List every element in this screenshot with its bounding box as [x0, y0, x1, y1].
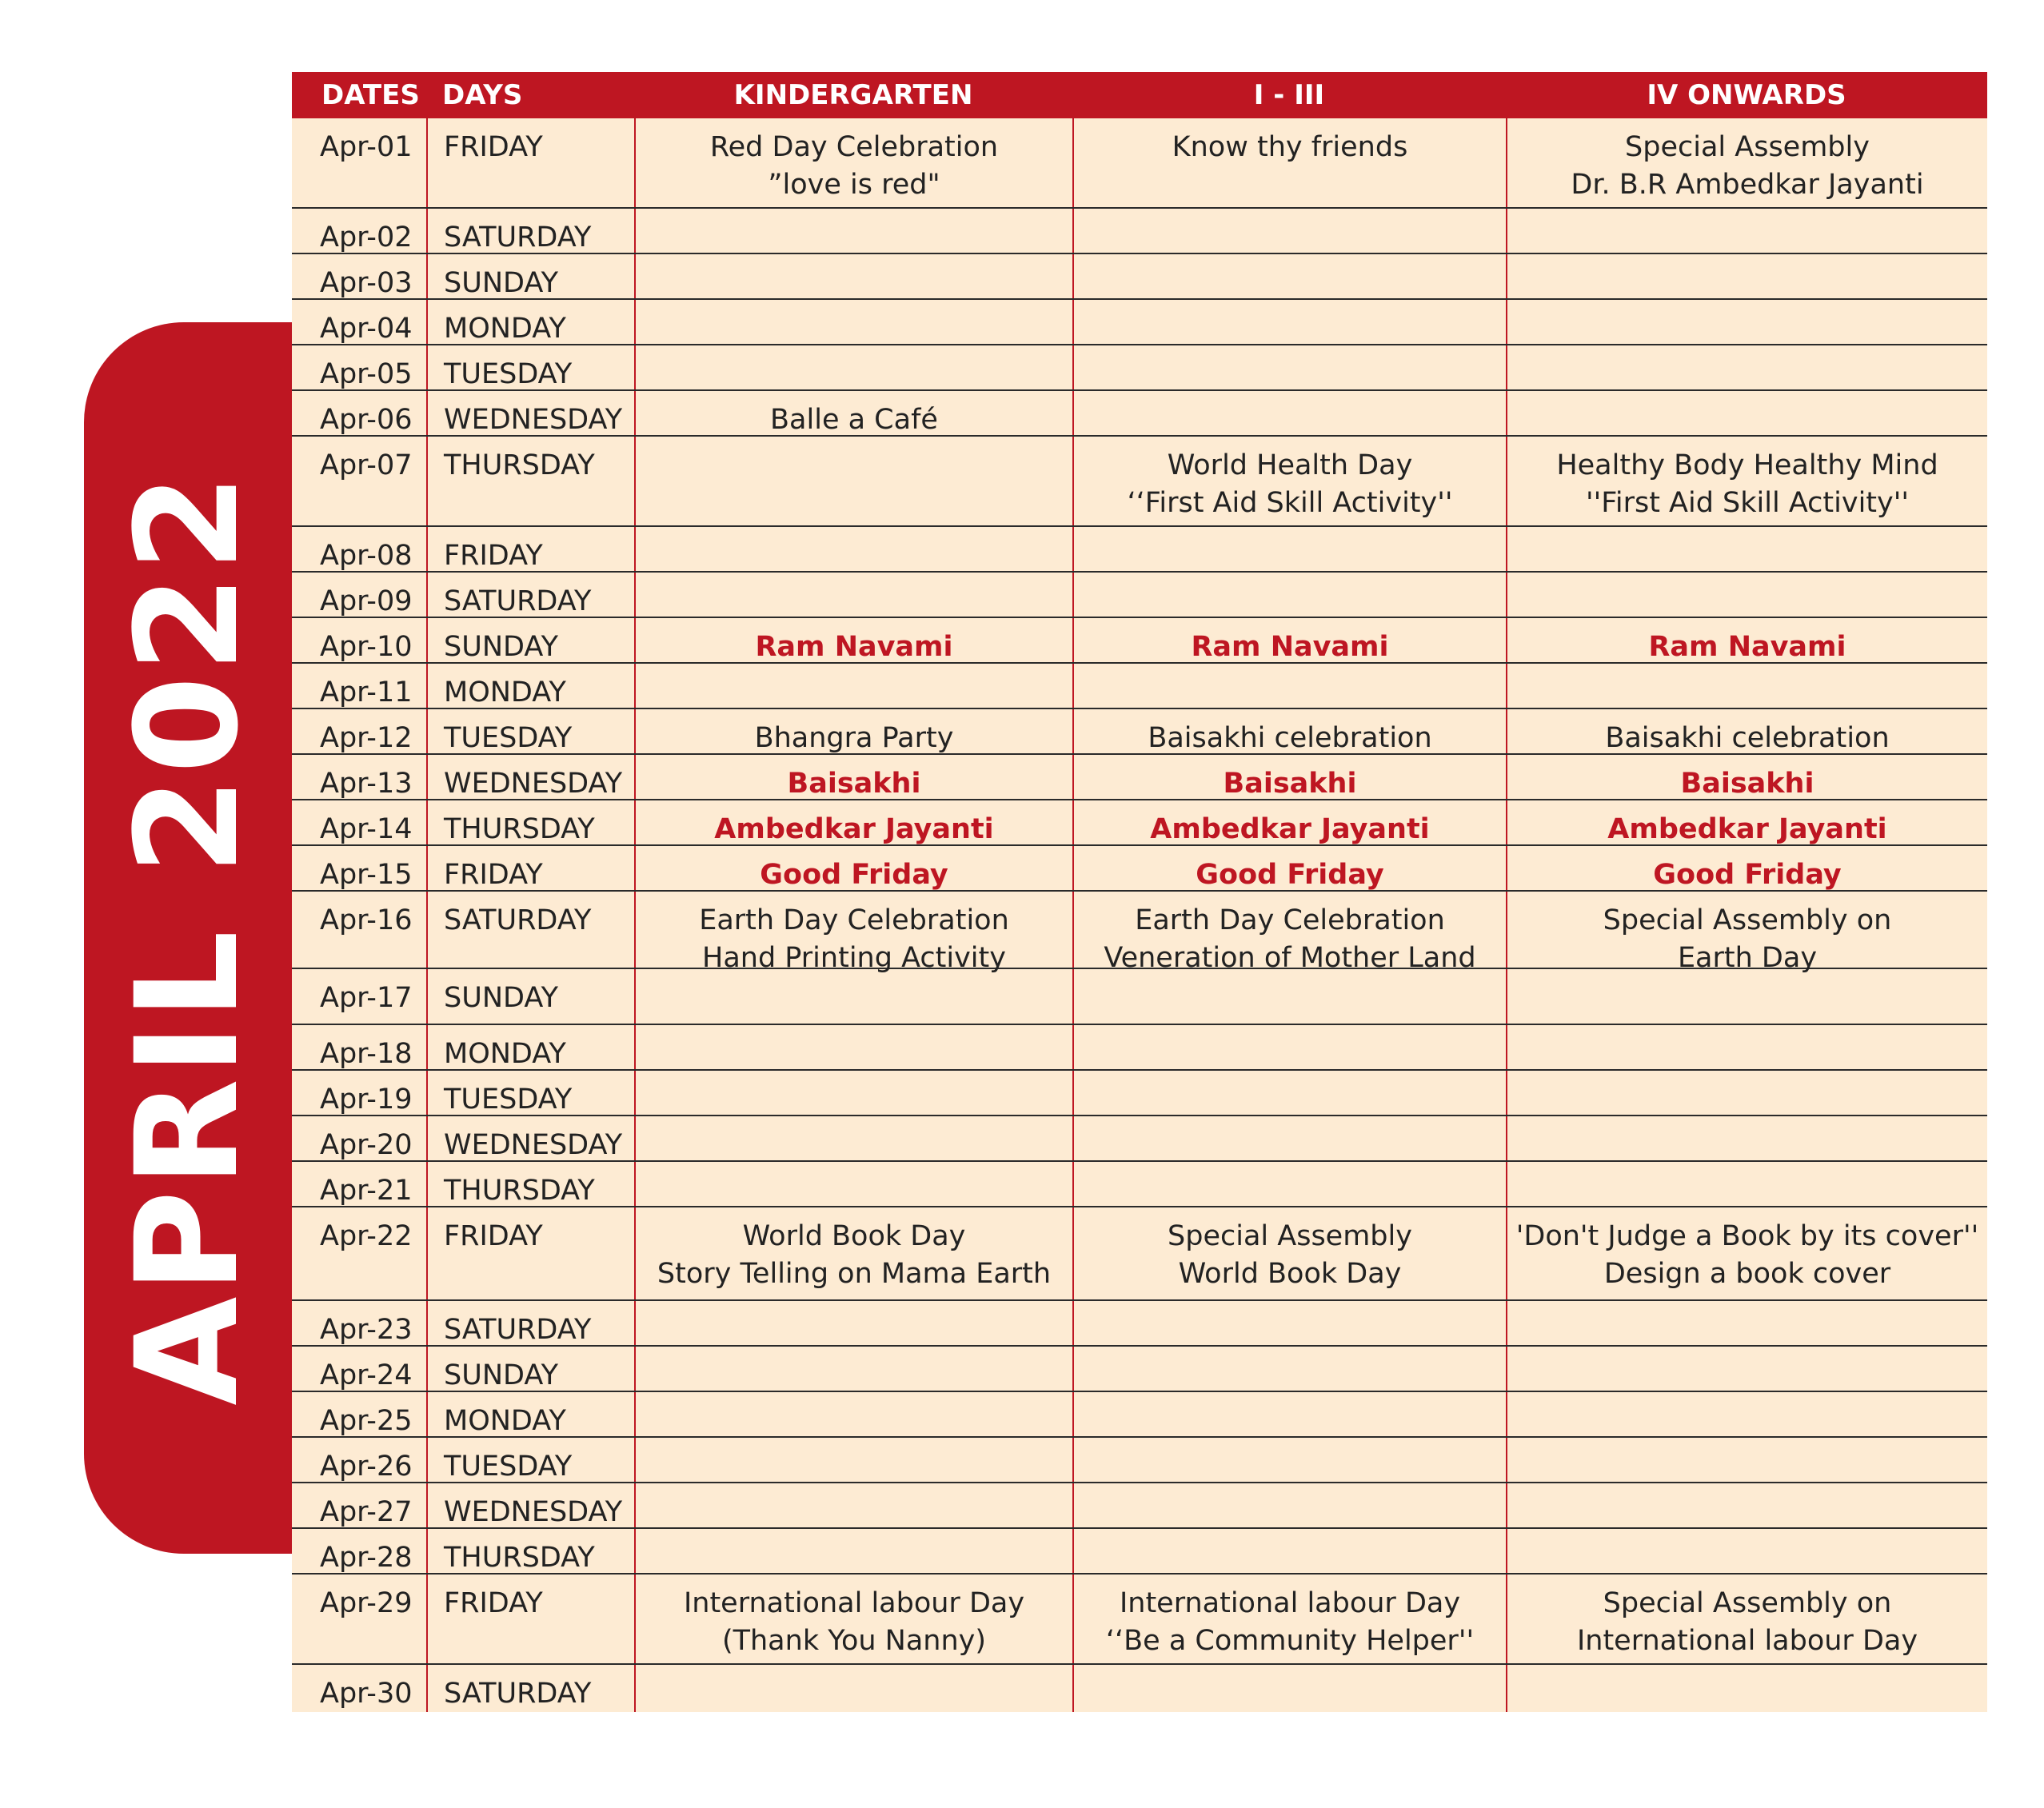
i-iii-cell	[1072, 345, 1506, 389]
activity-text: Bhangra Party	[754, 722, 954, 754]
day-cell: MONDAY	[426, 300, 634, 344]
table-row	[292, 254, 1987, 300]
iv-onwards-cell	[1506, 209, 1987, 253]
date-cell: Apr-13	[320, 768, 413, 800]
activity-text: ‘‘First Aid Skill Activity''	[1127, 487, 1453, 519]
table-row	[292, 1665, 1987, 1712]
holiday-label: Baisakhi	[787, 768, 921, 800]
activity-text: ‘‘Be a Community Helper''	[1105, 1625, 1475, 1657]
iv-onwards-cell	[1506, 437, 1987, 525]
activity-text: Red Day Celebration	[709, 131, 999, 163]
kindergarten-cell	[634, 1665, 1072, 1712]
day-cell: FRIDAY	[426, 1575, 634, 1663]
table-row	[292, 755, 1987, 800]
date-cell: Apr-21	[320, 1175, 413, 1207]
iv-onwards-cell	[1506, 1575, 1987, 1663]
iv-onwards-cell	[1506, 391, 1987, 435]
table-row	[292, 1347, 1987, 1392]
table-body	[292, 118, 1987, 1712]
table-row	[292, 1025, 1987, 1071]
date-cell: Apr-03	[320, 267, 413, 299]
holiday-label: Ambedkar Jayanti	[1607, 813, 1887, 845]
kindergarten-cell	[634, 573, 1072, 617]
kindergarten-cell	[634, 1347, 1072, 1391]
table-row	[292, 1207, 1987, 1301]
activity-text: Know thy friends	[1172, 131, 1408, 163]
i-iii-cell	[1072, 527, 1506, 571]
activity-text: Veneration of Mother Land	[1104, 942, 1476, 974]
iv-onwards-cell	[1506, 892, 1987, 974]
holiday-label: Good Friday	[1653, 859, 1842, 891]
kindergarten-cell	[634, 1301, 1072, 1345]
holiday-label: Baisakhi	[1223, 768, 1357, 800]
header-i-iii: I - III	[1253, 79, 1325, 111]
day-cell: THURSDAY	[426, 800, 634, 844]
iv-onwards-cell	[1506, 755, 1987, 799]
activity-text: World Book Day	[742, 1220, 966, 1252]
i-iii-cell	[1072, 800, 1506, 844]
kindergarten-cell	[634, 1575, 1072, 1663]
kindergarten-cell	[634, 800, 1072, 844]
kindergarten-cell	[634, 846, 1072, 890]
kindergarten-cell	[634, 664, 1072, 708]
day-cell: SATURDAY	[426, 209, 634, 253]
date-cell: Apr-10	[320, 631, 413, 663]
activity-text: Design a book cover	[1603, 1258, 1891, 1290]
header-kindergarten: KINDERGARTEN	[733, 79, 973, 111]
date-cell: Apr-04	[320, 313, 413, 345]
activity-text: Story Telling on Mama Earth	[657, 1258, 1052, 1290]
i-iii-cell	[1072, 1116, 1506, 1160]
header-iv-onwards: IV ONWARDS	[1647, 79, 1846, 111]
i-iii-cell	[1072, 1025, 1506, 1069]
i-iii-cell	[1072, 664, 1506, 708]
i-iii-cell	[1072, 1207, 1506, 1299]
table-row	[292, 618, 1987, 664]
kindergarten-cell	[634, 118, 1072, 207]
day-cell: WEDNESDAY	[426, 1483, 634, 1527]
day-cell: WEDNESDAY	[426, 391, 634, 435]
activity-text: Earth Day Celebration	[1135, 904, 1445, 936]
i-iii-cell	[1072, 391, 1506, 435]
kindergarten-cell	[634, 1071, 1072, 1115]
table-row	[292, 892, 1987, 974]
table-row	[292, 573, 1987, 618]
activity-text: ”love is red"	[768, 169, 940, 201]
date-cell: Apr-07	[320, 449, 413, 481]
date-cell: Apr-19	[320, 1084, 413, 1116]
table-row	[292, 1575, 1987, 1665]
kindergarten-cell	[634, 527, 1072, 571]
activity-text: Special Assembly on	[1603, 1587, 1892, 1619]
date-cell: Apr-24	[320, 1359, 413, 1391]
iv-onwards-cell	[1506, 1438, 1987, 1482]
activity-text: Baisakhi celebration	[1148, 722, 1432, 754]
kindergarten-cell	[634, 345, 1072, 389]
date-cell: Apr-25	[320, 1405, 413, 1437]
kindergarten-cell	[634, 892, 1072, 974]
iv-onwards-cell	[1506, 573, 1987, 617]
iv-onwards-cell	[1506, 846, 1987, 890]
date-cell: Apr-05	[320, 358, 413, 390]
activity-text: 'Don't Judge a Book by its cover''	[1515, 1220, 1979, 1252]
iv-onwards-cell	[1506, 1301, 1987, 1345]
iv-onwards-cell	[1506, 1071, 1987, 1115]
date-cell: Apr-15	[320, 859, 413, 891]
i-iii-cell	[1072, 118, 1506, 207]
day-cell: SUNDAY	[426, 969, 634, 1024]
kindergarten-cell	[634, 391, 1072, 435]
day-cell: SUNDAY	[426, 1347, 634, 1391]
activity-text: Special Assembly	[1168, 1220, 1412, 1252]
iv-onwards-cell	[1506, 1116, 1987, 1160]
table-row	[292, 1162, 1987, 1207]
activity-text: Dr. B.R Ambedkar Jayanti	[1571, 169, 1924, 201]
holiday-label: Ram Navami	[755, 631, 953, 663]
date-cell: Apr-02	[320, 222, 413, 253]
table-row	[292, 118, 1987, 209]
i-iii-cell	[1072, 209, 1506, 253]
activity-text: International labour Day	[1576, 1625, 1918, 1657]
table-row	[292, 1392, 1987, 1438]
kindergarten-cell	[634, 1392, 1072, 1436]
date-cell: Apr-11	[320, 677, 413, 708]
date-cell: Apr-29	[320, 1587, 413, 1619]
table-row	[292, 1483, 1987, 1529]
table-row	[292, 846, 1987, 892]
i-iii-cell	[1072, 1071, 1506, 1115]
table-row	[292, 527, 1987, 573]
kindergarten-cell	[634, 209, 1072, 253]
i-iii-cell	[1072, 300, 1506, 344]
iv-onwards-cell	[1506, 709, 1987, 753]
table-row	[292, 300, 1987, 345]
iv-onwards-cell	[1506, 618, 1987, 662]
i-iii-cell	[1072, 1162, 1506, 1206]
activity-text: Balle a Café	[770, 404, 938, 436]
date-cell: Apr-23	[320, 1314, 413, 1346]
date-cell: Apr-01	[320, 131, 413, 163]
iv-onwards-cell	[1506, 1025, 1987, 1069]
iv-onwards-cell	[1506, 1665, 1987, 1712]
kindergarten-cell	[634, 1483, 1072, 1527]
day-cell: TUESDAY	[426, 1438, 634, 1482]
i-iii-cell	[1072, 892, 1506, 974]
table-row	[292, 709, 1987, 755]
kindergarten-cell	[634, 1162, 1072, 1206]
iv-onwards-cell	[1506, 969, 1987, 1024]
table-row	[292, 209, 1987, 254]
iv-onwards-cell	[1506, 664, 1987, 708]
activity-text: Special Assembly	[1625, 131, 1870, 163]
date-cell: Apr-20	[320, 1129, 413, 1161]
activity-text: (Thank You Nanny)	[721, 1625, 987, 1657]
iv-onwards-cell	[1506, 1347, 1987, 1391]
iv-onwards-cell	[1506, 1529, 1987, 1573]
i-iii-cell	[1072, 709, 1506, 753]
holiday-label: Ambedkar Jayanti	[714, 813, 994, 845]
activity-text: International labour Day	[1119, 1587, 1461, 1619]
kindergarten-cell	[634, 1025, 1072, 1069]
date-cell: Apr-18	[320, 1038, 413, 1070]
activity-text: Healthy Body Healthy Mind	[1556, 449, 1938, 481]
i-iii-cell	[1072, 755, 1506, 799]
iv-onwards-cell	[1506, 254, 1987, 298]
day-cell: SATURDAY	[426, 1301, 634, 1345]
holiday-label: Baisakhi	[1680, 768, 1814, 800]
i-iii-cell	[1072, 1575, 1506, 1663]
i-iii-cell	[1072, 1301, 1506, 1345]
iv-onwards-cell	[1506, 118, 1987, 207]
i-iii-cell	[1072, 573, 1506, 617]
day-cell: MONDAY	[426, 1392, 634, 1436]
kindergarten-cell	[634, 254, 1072, 298]
holiday-label: Good Friday	[1196, 859, 1384, 891]
holiday-label: Ambedkar Jayanti	[1150, 813, 1430, 845]
table-row	[292, 969, 1987, 1025]
header-days: DAYS	[442, 79, 523, 111]
date-cell: Apr-26	[320, 1451, 413, 1483]
activity-text: Earth Day Celebration	[699, 904, 1009, 936]
iv-onwards-cell	[1506, 1162, 1987, 1206]
i-iii-cell	[1072, 969, 1506, 1024]
day-cell: TUESDAY	[426, 709, 634, 753]
table-row	[292, 664, 1987, 709]
i-iii-cell	[1072, 618, 1506, 662]
day-cell: THURSDAY	[426, 1529, 634, 1573]
day-cell: SUNDAY	[426, 254, 634, 298]
iv-onwards-cell	[1506, 1483, 1987, 1527]
holiday-label: Ram Navami	[1648, 631, 1846, 663]
kindergarten-cell	[634, 1438, 1072, 1482]
day-cell: TUESDAY	[426, 345, 634, 389]
iv-onwards-cell	[1506, 345, 1987, 389]
kindergarten-cell	[634, 1529, 1072, 1573]
kindergarten-cell	[634, 300, 1072, 344]
i-iii-cell	[1072, 254, 1506, 298]
date-cell: Apr-17	[320, 982, 413, 1014]
i-iii-cell	[1072, 1529, 1506, 1573]
activity-text: Earth Day	[1677, 942, 1818, 974]
date-cell: Apr-09	[320, 585, 413, 617]
kindergarten-cell	[634, 755, 1072, 799]
day-cell: SATURDAY	[426, 892, 634, 968]
iv-onwards-cell	[1506, 527, 1987, 571]
table-row	[292, 1301, 1987, 1347]
activity-text: ''First Aid Skill Activity''	[1586, 487, 1909, 519]
table-row	[292, 1116, 1987, 1162]
activity-text: Special Assembly on	[1603, 904, 1892, 936]
kindergarten-cell	[634, 618, 1072, 662]
kindergarten-cell	[634, 1116, 1072, 1160]
table-row	[292, 391, 1987, 437]
day-cell: FRIDAY	[426, 118, 634, 207]
date-cell: Apr-06	[320, 404, 413, 436]
day-cell: MONDAY	[426, 1025, 634, 1069]
date-cell: Apr-16	[320, 904, 413, 936]
day-cell: WEDNESDAY	[426, 755, 634, 799]
date-cell: Apr-22	[320, 1220, 413, 1252]
day-cell: FRIDAY	[426, 527, 634, 571]
day-cell: TUESDAY	[426, 1071, 634, 1115]
date-cell: Apr-27	[320, 1496, 413, 1528]
holiday-label: Ram Navami	[1191, 631, 1389, 663]
table-row	[292, 1438, 1987, 1483]
month-title: APRIL 2022	[106, 470, 269, 1406]
table-row	[292, 1071, 1987, 1116]
day-cell: SATURDAY	[426, 1665, 634, 1712]
day-cell: THURSDAY	[426, 1162, 634, 1206]
activity-calendar-table	[292, 72, 1987, 1712]
iv-onwards-cell	[1506, 300, 1987, 344]
activity-text: World Book Day	[1178, 1258, 1402, 1290]
holiday-label: Good Friday	[760, 859, 948, 891]
i-iii-cell	[1072, 1392, 1506, 1436]
kindergarten-cell	[634, 969, 1072, 1024]
table-row	[292, 437, 1987, 527]
kindergarten-cell	[634, 709, 1072, 753]
iv-onwards-cell	[1506, 800, 1987, 844]
date-cell: Apr-14	[320, 813, 413, 845]
activity-text: International labour Day	[683, 1587, 1025, 1619]
table-row	[292, 1529, 1987, 1575]
i-iii-cell	[1072, 846, 1506, 890]
i-iii-cell	[1072, 437, 1506, 525]
activity-text: Baisakhi celebration	[1605, 722, 1890, 754]
i-iii-cell	[1072, 1483, 1506, 1527]
kindergarten-cell	[634, 1207, 1072, 1299]
day-cell: WEDNESDAY	[426, 1116, 634, 1160]
activity-text: World Health Day	[1167, 449, 1413, 481]
date-cell: Apr-08	[320, 540, 413, 572]
iv-onwards-cell	[1506, 1392, 1987, 1436]
date-cell: Apr-30	[320, 1678, 413, 1710]
day-cell: SATURDAY	[426, 573, 634, 617]
day-cell: THURSDAY	[426, 437, 634, 525]
activity-text: Hand Printing Activity	[702, 942, 1006, 974]
day-cell: FRIDAY	[426, 846, 634, 890]
date-cell: Apr-28	[320, 1542, 413, 1574]
day-cell: FRIDAY	[426, 1207, 634, 1299]
header-dates: DATES	[321, 79, 420, 111]
i-iii-cell	[1072, 1438, 1506, 1482]
i-iii-cell	[1072, 1665, 1506, 1712]
iv-onwards-cell	[1506, 1207, 1987, 1299]
day-cell: SUNDAY	[426, 618, 634, 662]
table-header	[292, 72, 1987, 118]
date-cell: Apr-12	[320, 722, 413, 754]
day-cell: MONDAY	[426, 664, 634, 708]
kindergarten-cell	[634, 437, 1072, 525]
table-row	[292, 345, 1987, 391]
table-row	[292, 800, 1987, 846]
i-iii-cell	[1072, 1347, 1506, 1391]
